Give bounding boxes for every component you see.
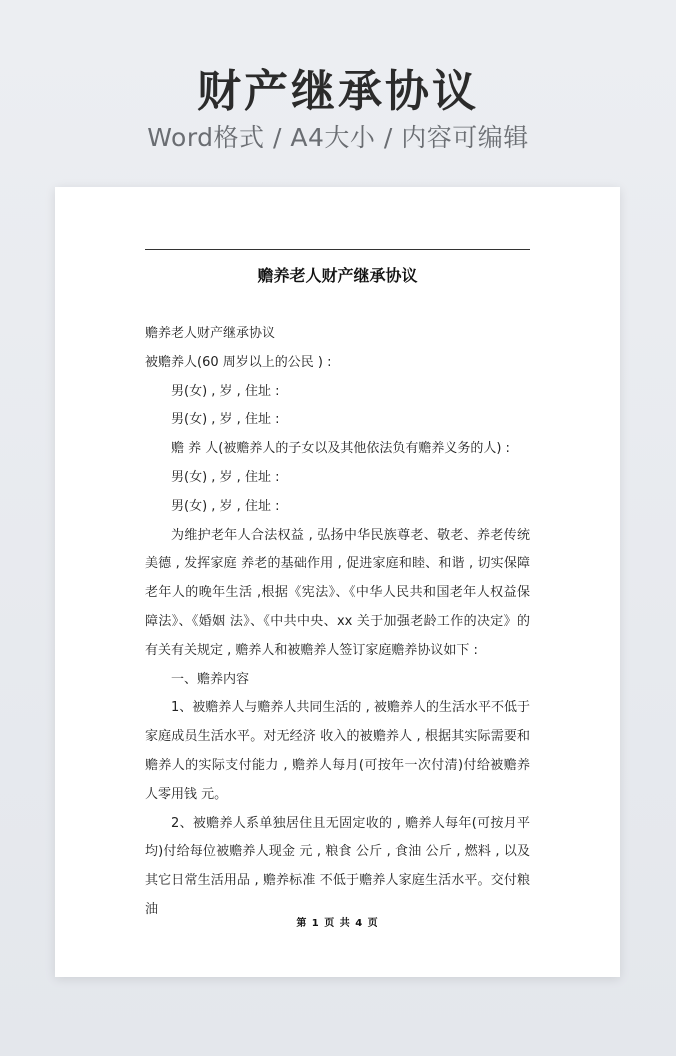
- body-line: 赡养老人财产继承协议: [145, 326, 276, 341]
- document-body: [145, 320, 530, 925]
- body-line: 男(女) , 岁 , 住址 :: [171, 469, 280, 485]
- body-line: 男(女) , 岁 , 住址 :: [171, 383, 280, 399]
- body-paragraph: 2、被赡养人系单独居住且无固定收的 , 赡养人每年(可按月平均)付给每位被赡养人现金 元 , 粮食 公斤 , 食油 公斤 , 燃料 , 以及其它日常生活用品 , 赡养标准 不低于赡养人家庭生活水平。交付粮油: [145, 815, 530, 917]
- body-line: 男(女) , 岁 , 住址 :: [171, 498, 280, 514]
- body-line: 赡 养 人(被赡养人的子女以及其他依法负有赡养义务的人) :: [171, 441, 510, 457]
- section-heading: 一、赡养内容: [171, 671, 250, 687]
- body-paragraph: 为维护老年人合法权益 , 弘扬中华民族尊老、敬老、养老传统美德 , 发挥家庭 养老的基础作用 , 促进家庭和睦、和谐 , 切实保障老年人的晚年生活 ,根据《宪法》、《中华人民共和国老年人权益保障法》、《婚姻 法》、《中共中央、xx 关于加强老龄工作的决定》的有关有关规定 , 赡养人和被赡养人签订家庭赡养协议如下 :: [145, 527, 530, 658]
- body-paragraph: 1、被赡养人与赡养人共同生活的 , 被赡养人的生活水平不低于家庭成员生活水平。对无经济 收入的被赡养人 , 根据其实际需要和赡养人的实际支付能力 , 赡养人每月(可按年一次付清)付给被赡养人零用钱 元。: [145, 700, 530, 802]
- body-line: 被赡养人(60 周岁以上的公民 ) :: [145, 354, 332, 370]
- header-rule: [145, 249, 530, 250]
- banner-subtitle: Word格式 / A4大小 / 内容可编辑: [147, 123, 529, 152]
- document-title: 赡养老人财产继承协议: [257, 266, 418, 285]
- banner-title: 财产继承协议: [197, 66, 479, 117]
- page-footer: 第 1 页 共 4 页: [296, 918, 379, 929]
- body-line: 男(女) , 岁 , 住址 :: [171, 412, 280, 428]
- document-page: [55, 187, 620, 977]
